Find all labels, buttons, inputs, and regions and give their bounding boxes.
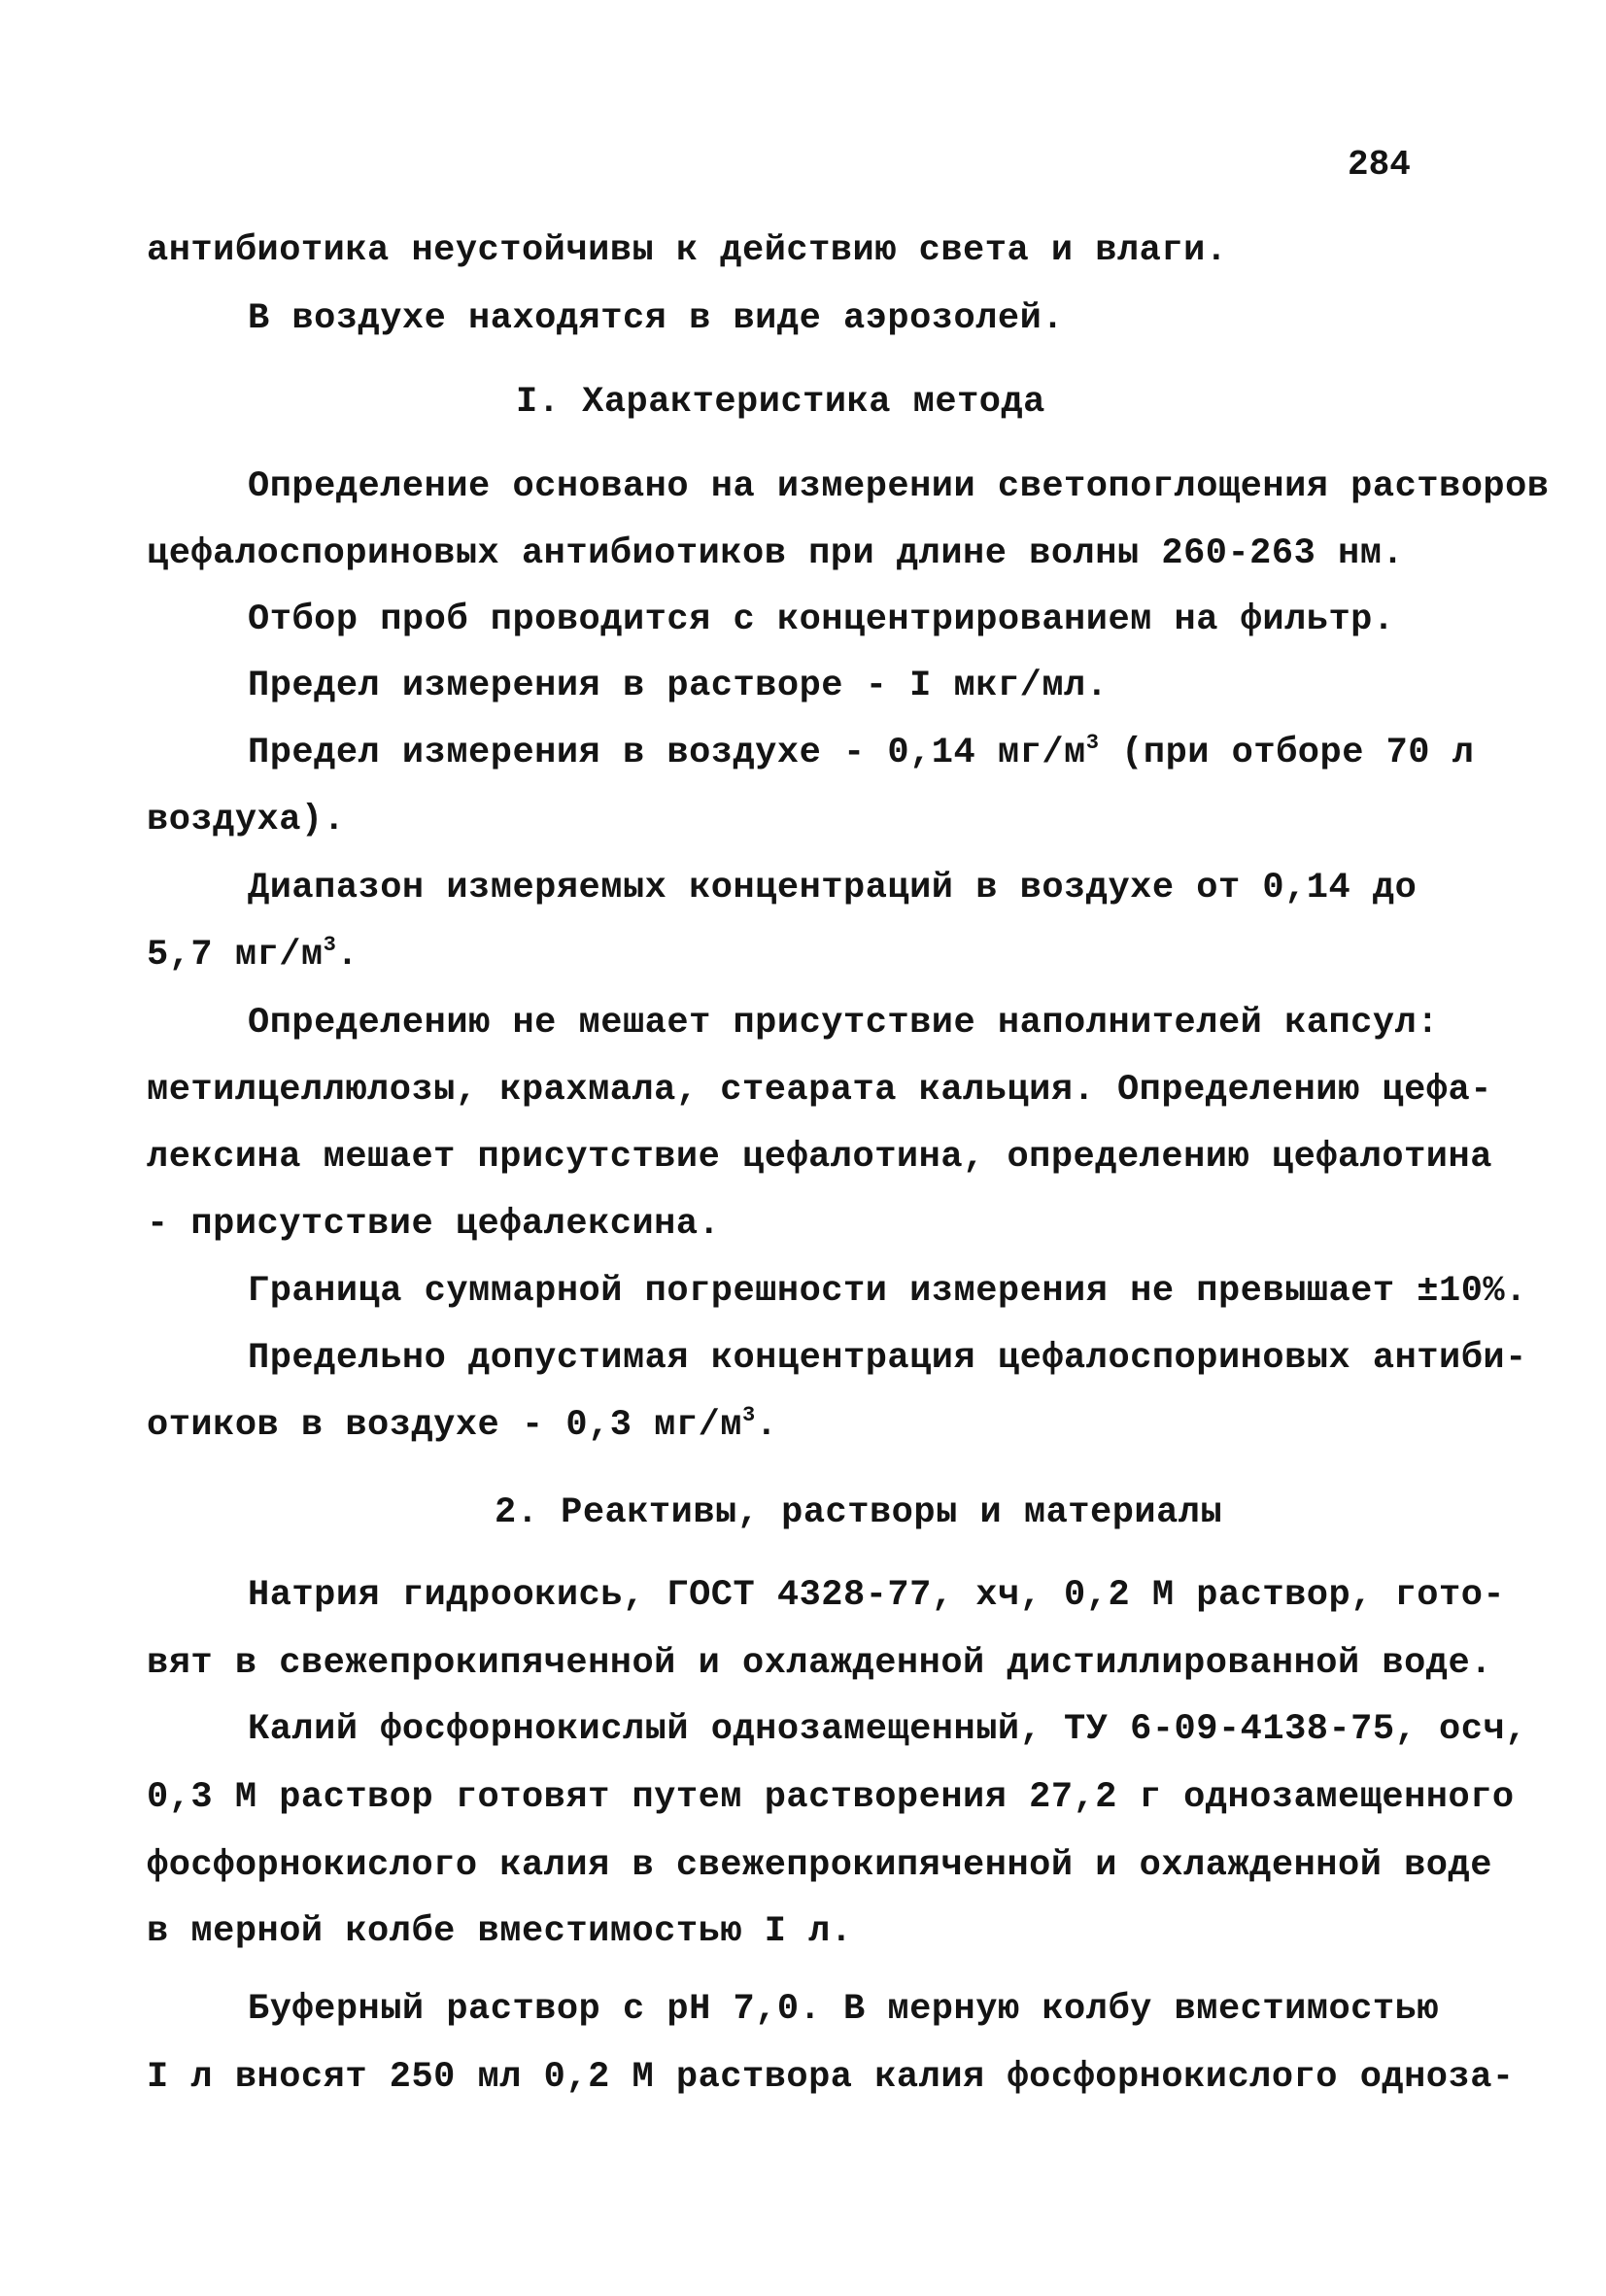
page-number: 284: [1348, 145, 1411, 185]
text-line: Диапазон измеряемых концентраций в воздухе от 0,14 до: [248, 868, 1418, 908]
text-line: Предел измерения в воздухе - 0,14 $мг/м^3$ (при отборе 70 л: [248, 731, 1475, 773]
text-line: воздуха).: [147, 800, 346, 840]
text-line: I л вносят 250 мл 0,2 М раствора калия фосфорнокислого одноза-: [147, 2057, 1515, 2098]
text-line: Предельно допустимая концентрация цефалоспориновых антиби-: [248, 1338, 1527, 1379]
text-line: В воздухе находятся в виде аэрозолей.: [248, 298, 1065, 339]
text-line: Калий фосфорнокислый однозамещенный, ТУ 6-09-4138-75, осч,: [248, 1709, 1527, 1750]
text-line: Натрия гидроокись, ГОСТ 4328-77, хч, 0,2 М раствор, гото-: [248, 1575, 1506, 1616]
text-line: вят в свежепрокипяченной и охлажденной дистиллированной воде.: [147, 1643, 1492, 1684]
text-line: антибиотика неустойчивы к действию света и влаги.: [147, 230, 1228, 271]
text-line: Граница суммарной погрешности измерения не превышает ±10%.: [248, 1271, 1527, 1312]
text-line: метилцеллюлозы, крахмала, стеарата кальция. Определению цефа-: [147, 1070, 1492, 1111]
text-line: - присутствие цефалексина.: [147, 1204, 721, 1245]
text-line: отиков в воздухе - 0,3 $мг/м^3$.: [147, 1403, 778, 1446]
text-line: в мерной колбе вместимостью I л.: [147, 1911, 853, 1952]
text-line: цефалоспориновых антибиотиков при длине волны 260-263 нм.: [147, 533, 1405, 574]
text-line: лексина мешает присутствие цефалотина, определению цефалотина: [147, 1137, 1492, 1178]
text-line: фосфорнокислого калия в свежепрокипяченной и охлажденной воде: [147, 1845, 1492, 1886]
section-heading: 2. Реактивы, растворы и материалы: [495, 1492, 1223, 1533]
text-line: Отбор проб проводится с концентрированием на фильтр.: [248, 600, 1395, 640]
text-line: 5,7 $мг/м^3$.: [147, 933, 359, 976]
text-line: Определению не мешает присутствие наполнителей капсул:: [248, 1003, 1439, 1044]
text-line: 0,3 М раствор готовят путем растворения 27,2 г однозамещенного: [147, 1777, 1515, 1818]
section-heading: I. Характеристика метода: [516, 382, 1045, 423]
text-line: Буферный раствор с рН 7,0. В мерную колбу вместимостью: [248, 1989, 1439, 2030]
text-line: Определение основано на измерении светопоглощения растворов: [248, 466, 1550, 507]
text-line: Предел измерения в растворе - I мкг/мл.: [248, 666, 1109, 706]
